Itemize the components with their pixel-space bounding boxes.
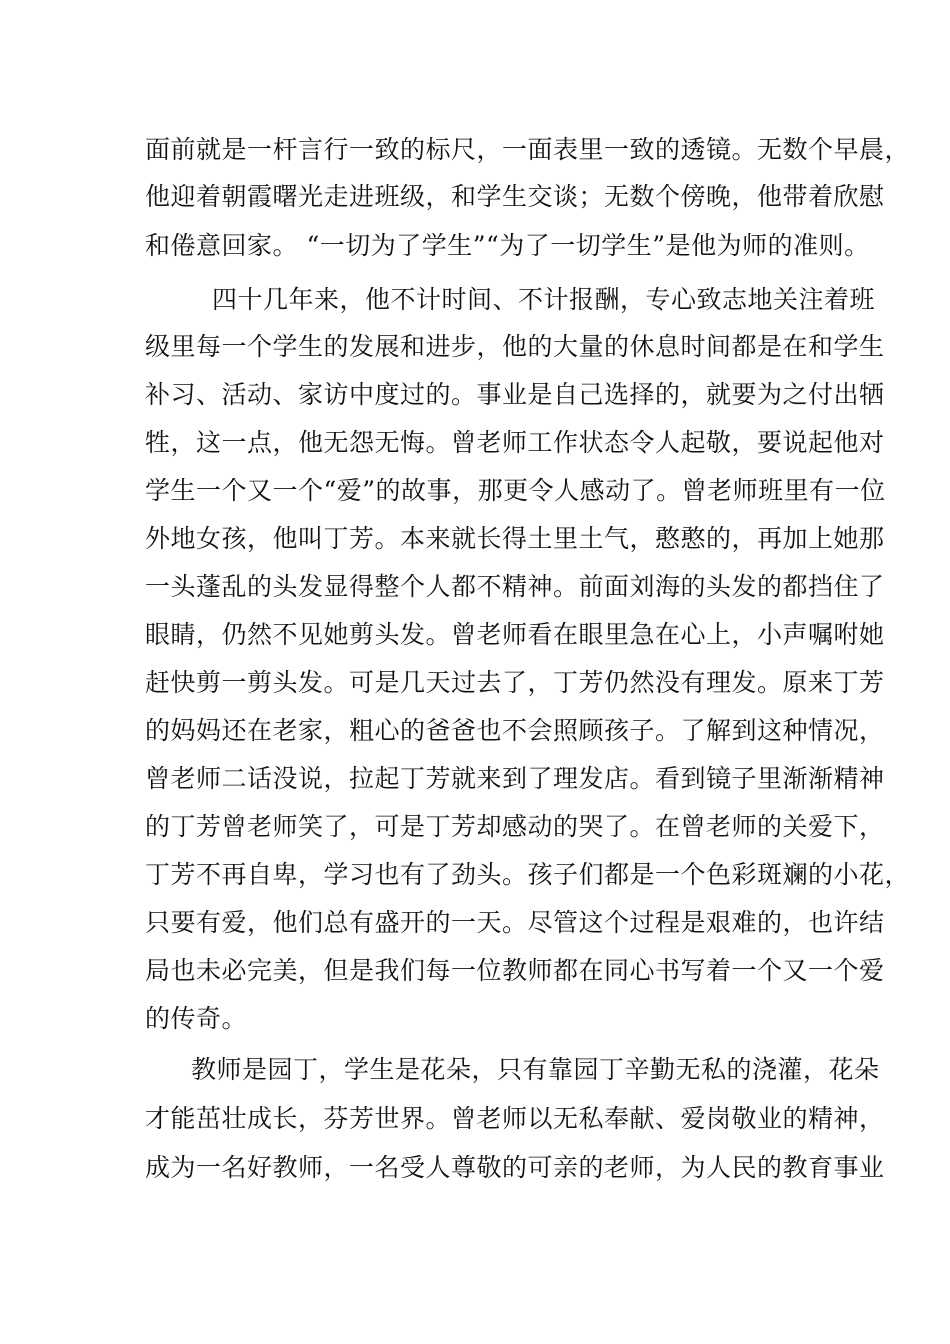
text-line: 局也未必完美，但是我们每一位教师都在同心书写着一个又一个爱 <box>145 956 885 985</box>
text-line: 一头蓬乱的头发显得整个人都不精神。前面刘海的头发的都挡住了 <box>145 572 885 601</box>
text-line: 的丁芳曾老师笑了，可是丁芳却感动的哭了。在曾老师的关爱下， <box>145 812 885 841</box>
paragraph-first-line: 教师是园丁，学生是花朵，只有靠园丁辛勤无私的浇灌，花朵 <box>191 1055 880 1084</box>
text-line: 和倦意回家。 “一切为了学生”“为了一切学生”是他为师的准则。 <box>145 231 870 260</box>
paragraph-first-line: 四十几年来，他不计时间、不计报酬，专心致志地关注着班 <box>212 285 876 314</box>
text-line: 只要有爱，他们总有盛开的一天。尽管这个过程是艰难的，也许结 <box>145 908 885 937</box>
text-line: 的传奇。 <box>145 1004 248 1033</box>
text-line: 的妈妈还在老家，粗心的爸爸也不会照顾孩子。了解到这种情况， <box>145 716 885 745</box>
text-line: 面前就是一杆言行一致的标尺，一面表里一致的透镜。无数个早晨， <box>145 135 911 164</box>
text-line: 才能茁壮成长，芬芳世界。曾老师以无私奉献、爱岗敬业的精神， <box>145 1104 885 1133</box>
text-line: 成为一名好教师，一名受人尊敬的可亲的老师，为人民的教育事业 <box>145 1153 885 1182</box>
text-line: 学生一个又一个“爱”的故事，那更令人感动了。曾老师班里有一位 <box>145 476 886 505</box>
text-line: 他迎着朝霞曙光走进班级，和学生交谈；无数个傍晚，他带着欣慰 <box>145 182 885 211</box>
text-line: 眼睛，仍然不见她剪头发。曾老师看在眼里急在心上，小声嘱咐她 <box>145 620 885 649</box>
text-line: 丁芳不再自卑，学习也有了劲头。孩子们都是一个色彩斑斓的小花， <box>145 860 911 889</box>
text-line: 曾老师二话没说，拉起丁芳就来到了理发店。看到镜子里渐渐精神 <box>145 764 885 793</box>
text-line: 外地女孩，他叫丁芳。本来就长得土里土气，憨憨的，再加上她那 <box>145 524 885 553</box>
text-line: 牲，这一点，他无怨无悔。曾老师工作状态令人起敬，要说起他对 <box>145 428 885 457</box>
text-line: 级里每一个学生的发展和进步，他的大量的休息时间都是在和学生 <box>145 332 885 361</box>
text-line: 补习、活动、家访中度过的。事业是自己选择的，就要为之付出牺 <box>145 380 885 409</box>
text-line: 赶快剪一剪头发。可是几天过去了，丁芳仍然没有理发。原来丁芳 <box>145 668 885 697</box>
